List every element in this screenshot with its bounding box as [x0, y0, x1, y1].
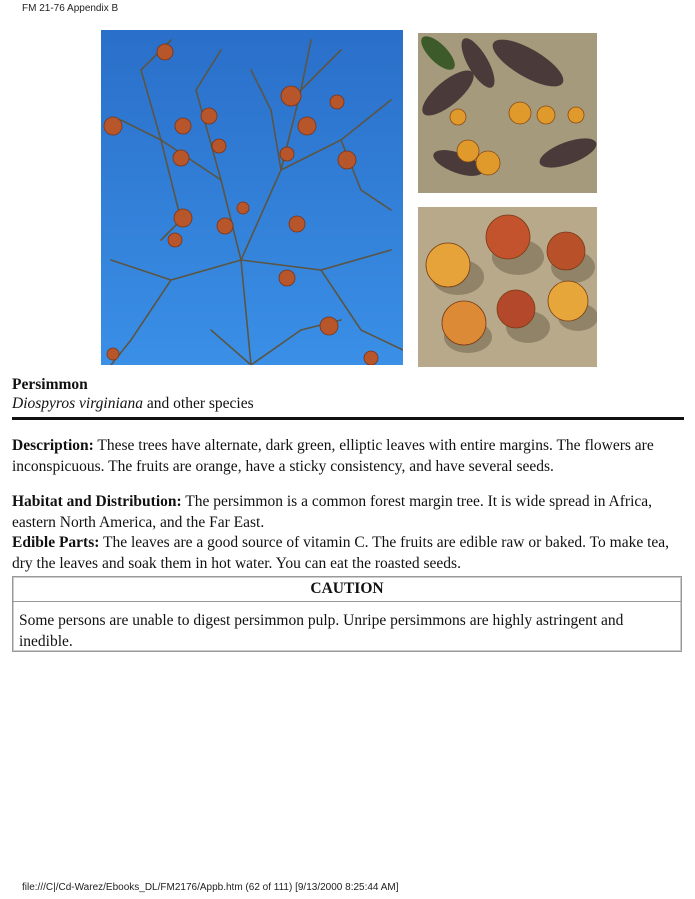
leaves-fruit-photo — [418, 33, 597, 193]
fruit-closeup-photo — [418, 207, 597, 367]
description-text: These trees have alternate, dark green, elliptic leaves with entire margins. The flowers are inconspicuous. The fruits are orange, have a sticky consistency, and have several seeds. — [12, 437, 654, 475]
scientific-name-italic: Diospyros virginiana — [12, 395, 144, 412]
plant-scientific-name — [12, 395, 254, 413]
caution-text: Some persons are unable to digest persimmon pulp. Unripe persimmons are highly astringent and inedible. — [19, 612, 624, 650]
plant-common-name: Persimmon — [12, 376, 88, 393]
tree-photo — [101, 30, 403, 365]
habitat-paragraph — [12, 491, 682, 533]
description-label: Description: — [12, 437, 94, 454]
description-paragraph — [12, 435, 682, 477]
edible-parts-paragraph — [12, 532, 682, 574]
scientific-name-suffix: and other species — [143, 395, 254, 412]
caution-box — [12, 576, 682, 652]
habitat-text: The persimmon is a common forest margin tree. It is wide spread in Africa, eastern North America, and the Far East. — [12, 493, 653, 531]
section-divider — [12, 417, 684, 420]
page-header: FM 21-76 Appendix B — [22, 3, 119, 14]
edible-label: Edible Parts: — [12, 534, 100, 551]
edible-text: The leaves are a good source of vitamin C. The fruits are edible raw or baked. To make tea, dry the leaves and soak them in hot water. You can eat the roasted seeds. — [12, 534, 670, 572]
habitat-label: Habitat and Distribution: — [12, 493, 182, 510]
page-footer: file:///C|/Cd-Warez/Ebooks_DL/FM2176/Appb.htm (62 of 111) [9/13/2000 8:25:44 AM] — [22, 882, 399, 893]
caution-heading: CAUTION — [13, 577, 681, 602]
